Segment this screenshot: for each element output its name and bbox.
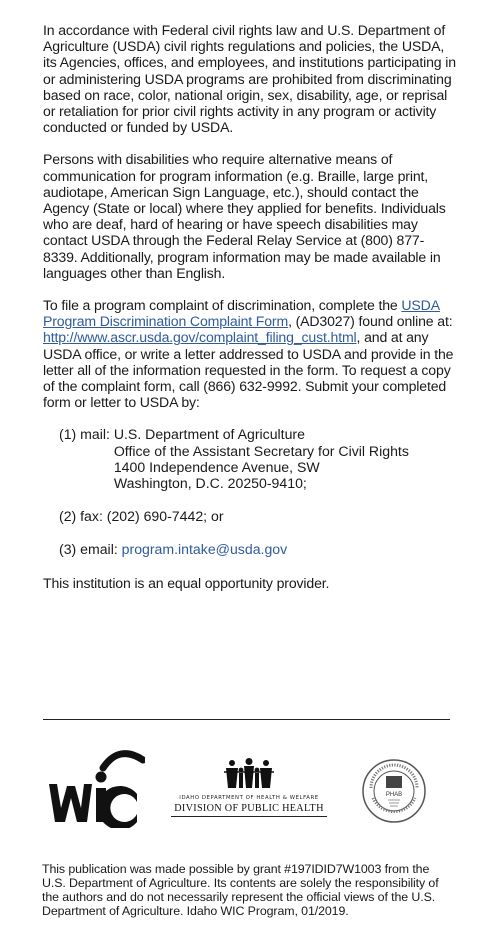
complaint-text-c: , and at any USDA office, or write a letter addressed to USDA and provide in the letter all of the information requested in the form. To request a copy of the complaint form, call (866) 632-9992. Submit your completed form or letter to USDA by: bbox=[43, 329, 454, 411]
seal-text: PHAB bbox=[385, 792, 403, 798]
disabilities-paragraph: Persons with disabilities who require alternative means of communication for program information (e.g. Braille, large print, audiotape, American Sign Language, etc.), should contact the Agency (State or local) where they applied for benefits. Individuals who are deaf, hard of hearing or have speech disabilities may contact USDA through the Federal Relay Service at (800) 877-8339. Additionally, program information may be made available in languages other than English. bbox=[43, 151, 446, 281]
idaho-dept-name: IDAHO DEPARTMENT OF HEALTH & WELFARE bbox=[179, 795, 319, 801]
logo-row bbox=[43, 750, 463, 830]
complaint-form-link[interactable]: USDA Program Discrimination Complaint Form bbox=[43, 297, 440, 330]
nondiscrimination-statement bbox=[43, 22, 458, 591]
address-line: U.S. Department of Agriculture bbox=[113, 426, 305, 443]
divider bbox=[43, 719, 450, 720]
mail-contact bbox=[59, 426, 458, 491]
email-link[interactable]: program.intake@usda.gov bbox=[121, 541, 288, 558]
ascr-url-link[interactable]: http://www.ascr.usda.gov/complaint_filing_cust.html bbox=[43, 329, 357, 346]
mail-address bbox=[114, 426, 409, 491]
address-line: 1400 Independence Avenue, SW bbox=[113, 458, 320, 475]
idaho-health-logo bbox=[171, 758, 327, 826]
address-line: Office of the Assistant Secretary for Civil Rights bbox=[113, 442, 409, 459]
complaint-paragraph bbox=[43, 297, 458, 410]
fax-contact: (2) fax: (202) 690-7442; or bbox=[59, 508, 224, 525]
division-name: DIVISION OF PUBLIC HEALTH bbox=[174, 803, 324, 814]
email-contact bbox=[59, 541, 458, 557]
phab-accreditation-seal bbox=[361, 758, 427, 824]
division-underline bbox=[171, 816, 327, 817]
publication-footer: This publication was made possible by grant #197IDID7W1003 from the U.S. Department of Agriculture. Its contents are solely the responsibility of the authors and do not necessarily represent the official views of the U.S. Department of Agriculture. Idaho WIC Program, 01/2019. bbox=[42, 862, 439, 918]
civil-rights-paragraph: In accordance with Federal civil rights law and U.S. Department of Agriculture (USDA) civil rights regulations and policies, the USDA, its Agencies, offices, and employees, and institutions participating in or administering USDA programs are prohibited from discriminating based on race, color, national origin, sex, disability, age, or reprisal or retaliation for prior civil rights activity in any program or activity conducted or funded by USDA. bbox=[43, 22, 456, 136]
equal-opportunity-statement: This institution is an equal opportunity provider. bbox=[43, 574, 330, 591]
email-label: (3) email: bbox=[59, 541, 122, 558]
family-icon bbox=[222, 758, 276, 788]
wic-logo bbox=[45, 750, 145, 828]
complaint-text-a: To file a program complaint of discrimination, complete the bbox=[43, 297, 402, 314]
address-line: Washington, D.C. 20250-9410; bbox=[113, 475, 307, 492]
complaint-text-b: , (AD3027) found online at: bbox=[288, 313, 453, 330]
mail-label: (1) mail: bbox=[59, 426, 114, 443]
contact-methods bbox=[59, 426, 458, 557]
